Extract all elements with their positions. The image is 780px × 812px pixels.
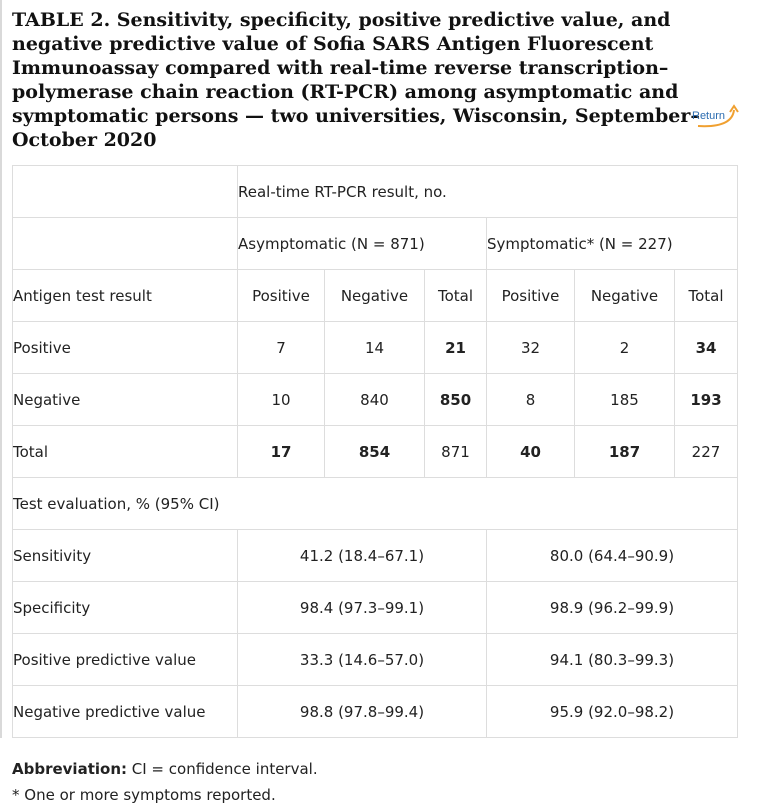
abbreviation-line	[12, 756, 318, 782]
row-label: Negative	[13, 374, 238, 426]
table-cell-total: 34	[675, 322, 738, 374]
table-cell: 32	[487, 322, 575, 374]
column-header: Positive	[238, 270, 325, 322]
table-row	[13, 322, 738, 374]
footnote: * One or more symptoms reported.	[12, 786, 276, 804]
asymptomatic-value: 41.2 (18.4–67.1)	[238, 530, 487, 582]
evaluation-row	[13, 634, 738, 686]
table-cell-total: 187	[575, 426, 675, 478]
row-label: Sensitivity	[13, 530, 238, 582]
row-label: Specificity	[13, 582, 238, 634]
row-label: Total	[13, 426, 238, 478]
symptomatic-value: 80.0 (64.4–90.9)	[487, 530, 738, 582]
evaluation-header-row	[13, 478, 738, 530]
return-arrow-icon	[692, 104, 742, 128]
table-cell-total: 850	[425, 374, 487, 426]
table-footer	[12, 756, 318, 808]
column-header: Negative	[575, 270, 675, 322]
column-header: Total	[675, 270, 738, 322]
asymptomatic-value: 98.4 (97.3–99.1)	[238, 582, 487, 634]
table-cell-total: 854	[325, 426, 425, 478]
row-label: Negative predictive value	[13, 686, 238, 738]
symptomatic-value: 98.9 (96.2–99.9)	[487, 582, 738, 634]
table-cell: 2	[575, 322, 675, 374]
evaluation-row	[13, 686, 738, 738]
table-header-row-2	[13, 218, 738, 270]
table-cell-total: 40	[487, 426, 575, 478]
table-cell: 871	[425, 426, 487, 478]
table-cell: 8	[487, 374, 575, 426]
symptomatic-header: Symptomatic* (N = 227)	[487, 218, 738, 270]
empty-corner-cell	[13, 166, 238, 218]
table-cell-total: 17	[238, 426, 325, 478]
results-table	[12, 165, 738, 738]
symptomatic-value: 95.9 (92.0–98.2)	[487, 686, 738, 738]
column-header: Total	[425, 270, 487, 322]
column-header: Negative	[325, 270, 425, 322]
row-header: Antigen test result	[13, 270, 238, 322]
table-cell-total: 193	[675, 374, 738, 426]
table-cell: 10	[238, 374, 325, 426]
table-cell: 840	[325, 374, 425, 426]
table-cell-total: 21	[425, 322, 487, 374]
asymptomatic-value: 33.3 (14.6–57.0)	[238, 634, 487, 686]
group-header: Real-time RT-PCR result, no.	[238, 166, 738, 218]
return-label: Return	[692, 110, 726, 122]
asymptomatic-value: 98.8 (97.8–99.4)	[238, 686, 487, 738]
column-header: Positive	[487, 270, 575, 322]
table-cell: 185	[575, 374, 675, 426]
table-cell: 7	[238, 322, 325, 374]
row-label: Positive predictive value	[13, 634, 238, 686]
table-title: TABLE 2. Sensitivity, specificity, positive predictive value, and negative predictive value of Sofia SARS Antigen Fluorescent Immunoassay compared with real-time reverse transcription–polymerase chain reaction (RT-PCR) among asymptomatic and symptomatic persons — two universities, Wisconsin, September–October 2020	[12, 9, 700, 151]
asymptomatic-header: Asymptomatic (N = 871)	[238, 218, 487, 270]
row-label: Positive	[13, 322, 238, 374]
evaluation-row	[13, 530, 738, 582]
empty-corner-cell	[13, 218, 238, 270]
evaluation-row	[13, 582, 738, 634]
table-cell: 227	[675, 426, 738, 478]
evaluation-header: Test evaluation, % (95% CI)	[13, 478, 738, 530]
table-row	[13, 374, 738, 426]
table-row-total	[13, 426, 738, 478]
table-header-row-1	[13, 166, 738, 218]
abbreviation-text: CI = confidence interval.	[127, 760, 318, 778]
abbreviation-label: Abbreviation:	[12, 760, 127, 778]
table-cell: 14	[325, 322, 425, 374]
column-header-row	[13, 270, 738, 322]
return-link[interactable]	[692, 104, 742, 128]
symptomatic-value: 94.1 (80.3–99.3)	[487, 634, 738, 686]
